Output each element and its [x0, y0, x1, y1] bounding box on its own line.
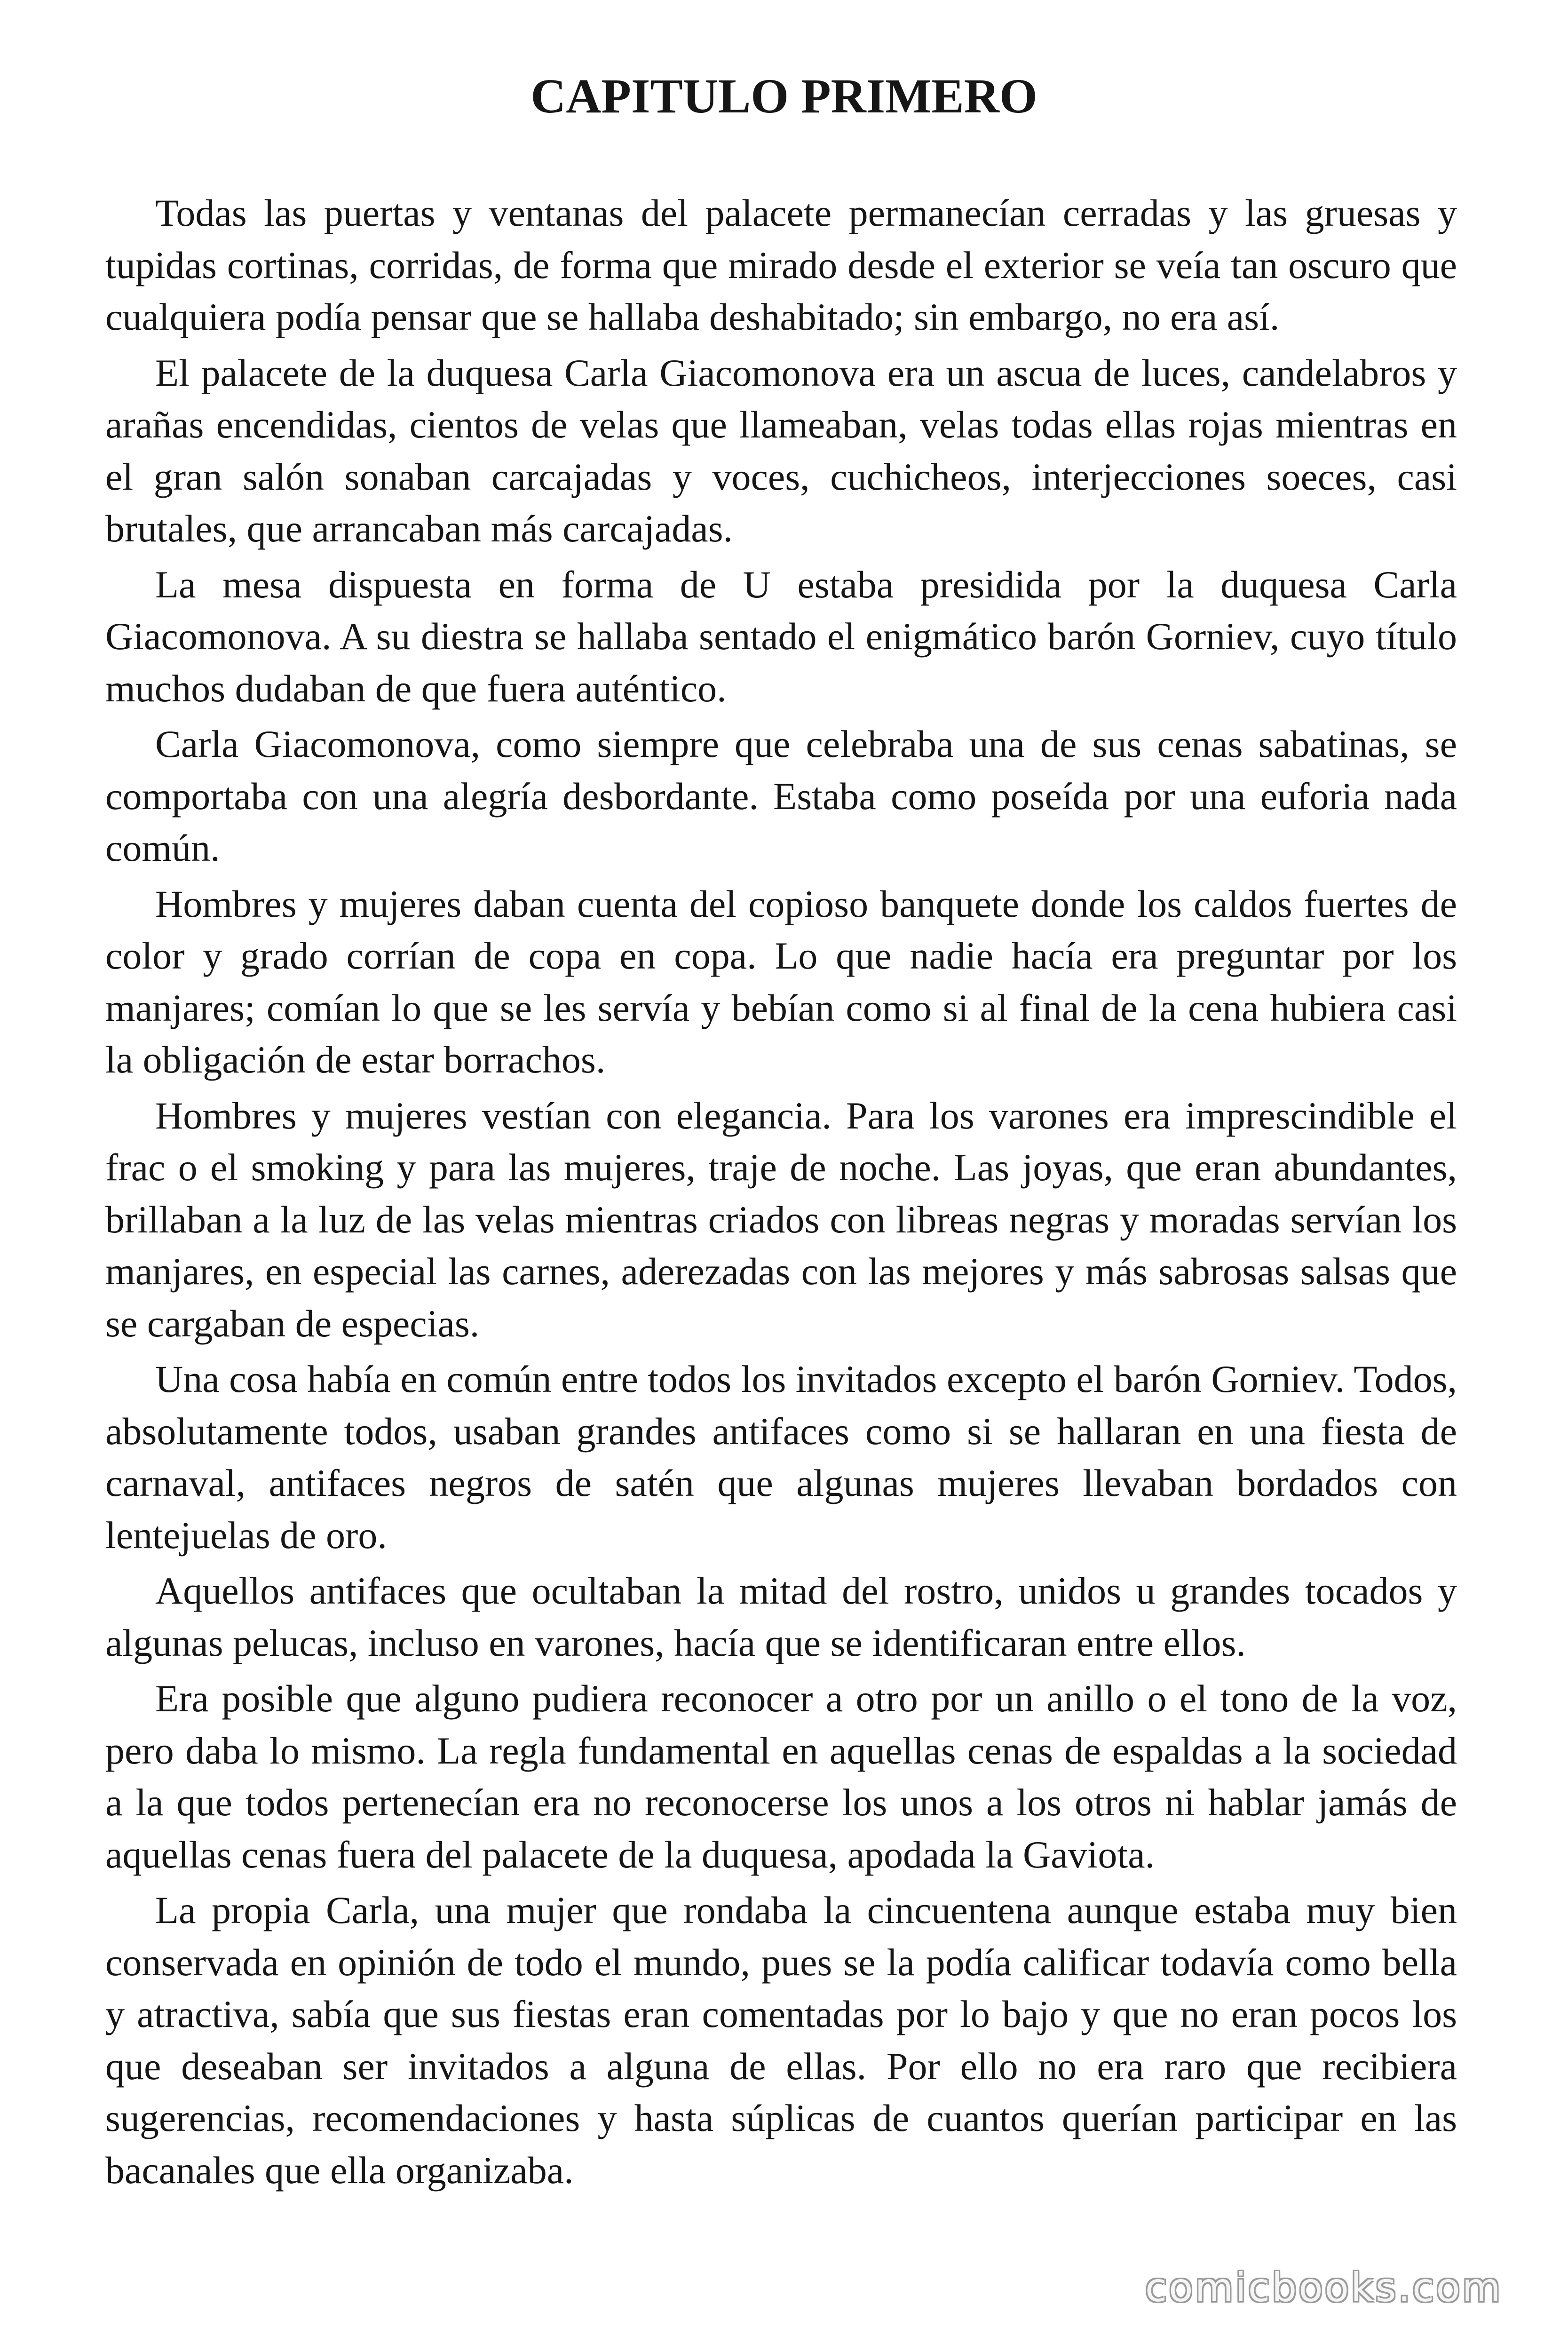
paragraph: Aquellos antifaces que ocultaban la mitad del rostro, unidos u grandes tocados y algunas pelucas, incluso en varones, hacía que se identificaran entre ellos.: [105, 1569, 1457, 1664]
chapter-title: CAPITULO PRIMERO: [531, 69, 1037, 123]
paragraph: La mesa dispuesta en forma de U estaba presidida por la duquesa Carla Giacomonova. A su diestra se hallaba sentado el enigmático barón Gorniev, cuyo título muchos dudaban de que fuera auténtico.: [105, 563, 1457, 710]
watermark: comicbooks.com: [1145, 2265, 1503, 2311]
paragraph: Era posible que alguno pudiera reconocer a otro por un anillo o el tono de la voz, pero daba lo mismo. La regla fundamental en aquellas cenas de espaldas a la sociedad a la que todos pertenecían era no reconocerse los unos a los otros ni hablar jamás de aquellas cenas fuera del palacete de la duquesa, apodada la Gaviota.: [105, 1677, 1457, 1876]
paragraph: La propia Carla, una mujer que rondaba la cincuentena aunque estaba muy bien conservada en opinión de todo el mundo, pues se la podía calificar todavía como bella y atractiva, sabía que sus fiestas eran comentadas por lo bajo y que no eran pocos los que deseaban ser invitados a alguna de ellas. Por ello no era raro que recibiera sugerencias, recomendaciones y hasta súplicas de cuantos querían participar en las bacanales que ella organizaba.: [105, 1889, 1457, 2192]
paragraph: Hombres y mujeres daban cuenta del copioso banquete donde los caldos fuertes de color y grado corrían de copa en copa. Lo que nadie hacía era preguntar por los manjares; comían lo que se les servía y bebían como si al final de la cena hubiera casi la obligación de estar borrachos.: [105, 882, 1457, 1081]
paragraph: Todas las puertas y ventanas del palacete permanecían cerradas y las gruesas y tupidas cortinas, corridas, de forma que mirado desde el exterior se veía tan oscuro que cualquiera podía pensar que se hallaba deshabitado; sin embargo, no era así.: [105, 191, 1457, 338]
chapter-body: [105, 187, 1457, 2200]
paragraph: El palacete de la duquesa Carla Giacomonova era un ascua de luces, candelabros y arañas encendidas, cientos de velas que llameaban, velas todas ellas rojas mientras en el gran salón sonaban carcajadas y voces, cuchicheos, interjecciones soeces, casi brutales, que arrancaban más carcajadas.: [105, 351, 1457, 550]
paragraph: Carla Giacomonova, como siempre que celebraba una de sus cenas sabatinas, se comportaba con una alegría desbordante. Estaba como poseída por una euforia nada común.: [105, 723, 1457, 869]
paragraph: Hombres y mujeres vestían con elegancia. Para los varones era imprescindible el frac o el smoking y para las mujeres, traje de noche. Las joyas, que eran abundantes, brillaban a la luz de las velas mientras criados con libreas negras y moradas servían los manjares, en especial las carnes, aderezadas con las mejores y más sabrosas salsas que se cargaban de especias.: [105, 1094, 1457, 1345]
paragraph: Una cosa había en común entre todos los invitados excepto el barón Gorniev. Todos, absolutamente todos, usaban grandes antifaces como si se hallaran en una fiesta de carnaval, antifaces negros de satén que algunas mujeres llevaban bordados con lentejuelas de oro.: [105, 1358, 1457, 1557]
